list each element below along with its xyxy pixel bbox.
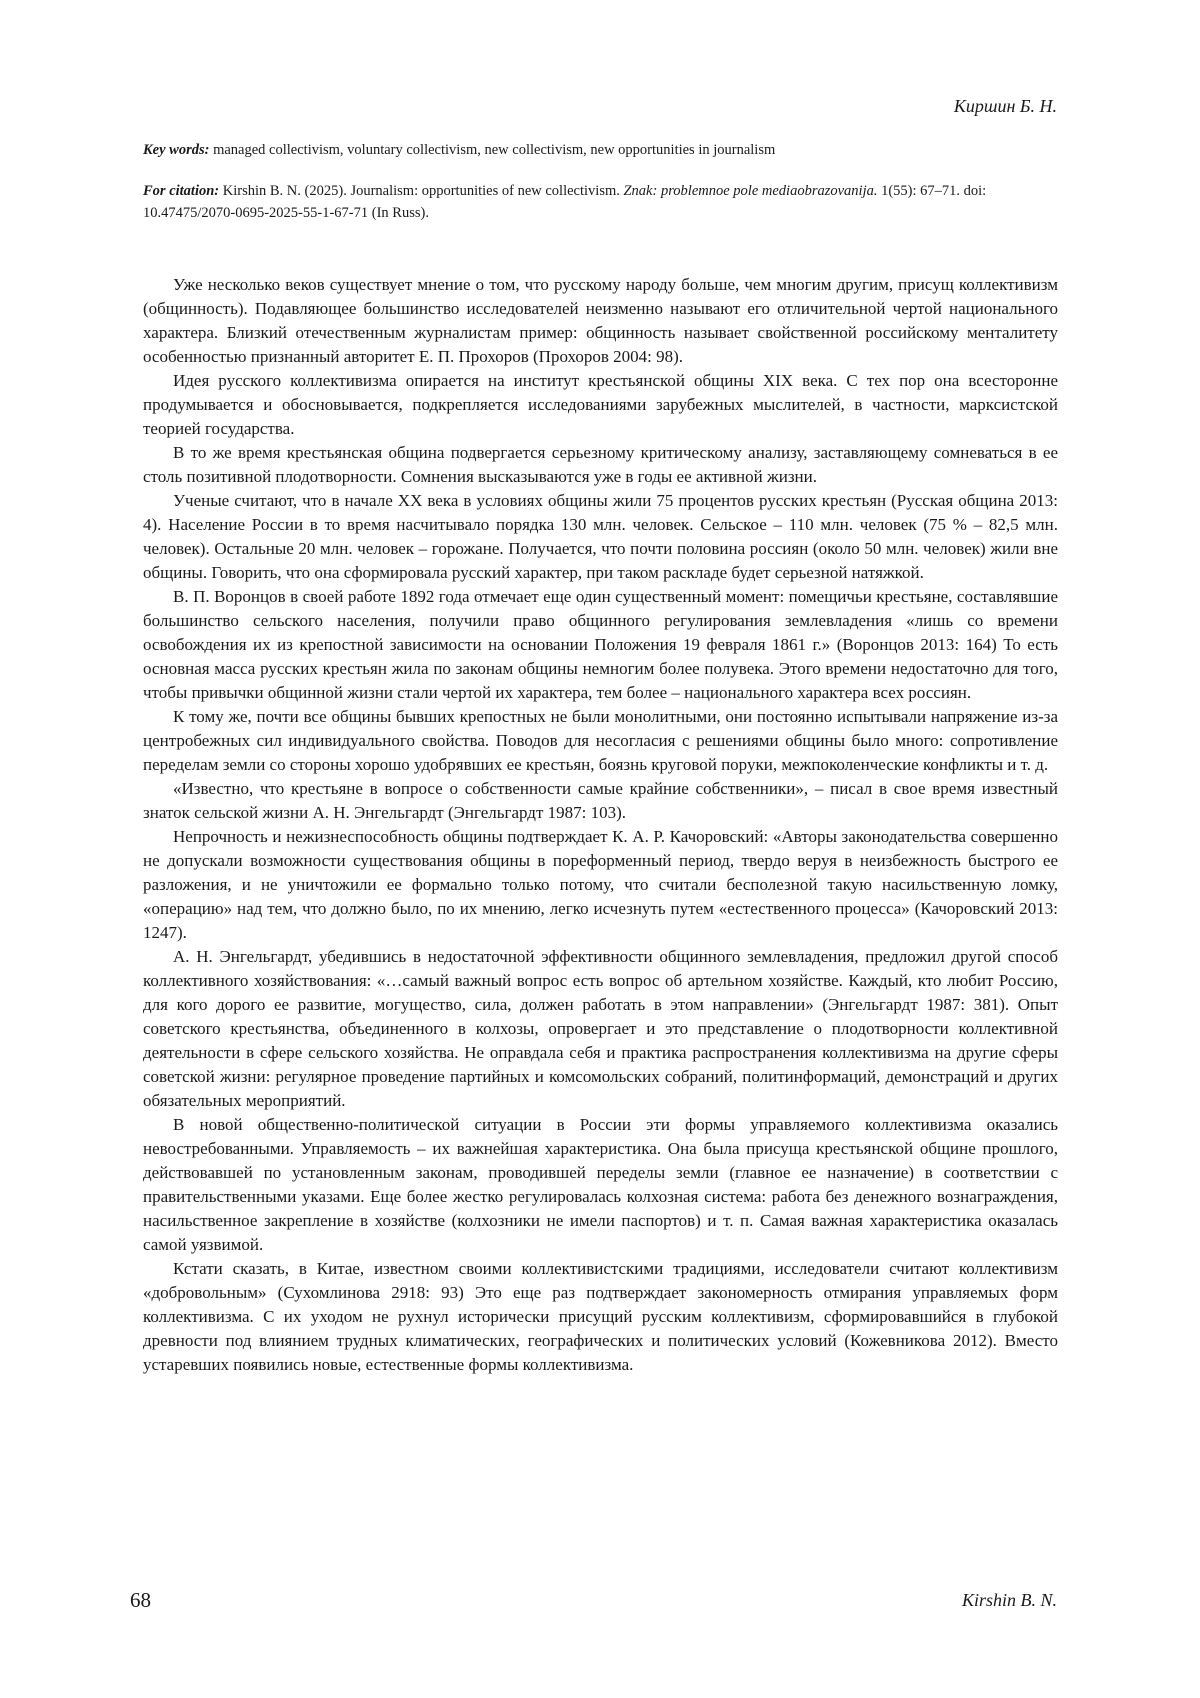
- citation-lead: Kirshin B. N. (2025). Journalism: opportunities of new collectivism.: [222, 183, 620, 199]
- body-paragraph: В то же время крестьянская община подвергается серьезному критическому анализу, заставляющему сомневаться в ее столь позитивной плодотворности. Сомнения высказываются уже в годы ее активной жизни.: [143, 443, 1058, 486]
- body-paragraph: Кстати сказать, в Китае, известном своими коллективистскими традициями, исследователи считают коллективизм «добровольным» (Сухомлинова 2918: 93) Это еще раз подтверждает закономерность отмирания управляемых форм коллективизма. С их уходом не рухнул исторически присущий русским коллективизм, сформировавшийся в глубокой древности под влиянием трудных климатических, географических и политических условий (Кожевникова 2012). Вместо устаревших появились новые, естественные формы коллективизма.: [143, 1259, 1058, 1374]
- citation-block: [143, 180, 1058, 224]
- body-paragraph: Непрочность и нежизнеспособность общины подтверждает К. А. Р. Качоровский: «Авторы законодательства совершенно не допускали возможности существования общины в пореформенный период, твердо веруя в неизбежность быстрого ее разложения, и не уничтожили ее формально только потому, что считали бесполезной такую насильственную ломку, «операцию» над тем, что должно было, по их мнению, легко исчезнуть путем «естественного процесса» (Качоровский 2013: 1247).: [143, 827, 1058, 942]
- body-paragraph: В новой общественно-политической ситуации в России эти формы управляемого коллективизма оказались невостребованными. Управляемость – их важнейшая характеристика. Она была присуща крестьянской общине прошлого, действовавшей по установленным законам, проводившей переделы земли (главное ее назначение) в соответствии с правительственными указами. Еще более жестко регулировалась колхозная система: работа без денежного вознаграждения, насильственное закрепление в хозяйстве (колхозники не имели паспортов) и т. п. Самая важная характеристика оказалась самой уязвимой.: [143, 1115, 1058, 1254]
- page-number: 68: [130, 1588, 151, 1612]
- keywords-label: Key words:: [143, 142, 210, 158]
- body-paragraph: А. Н. Энгельгардт, убедившись в недостаточной эффективности общинного землевладения, предложил другой способ коллективного хозяйствования: «…самый важный вопрос есть вопрос об артельном хозяйстве. Каждый, кто любит Россию, для кого дорого ее развитие, могущество, сила, должен работать в этом направлении» (Энгельгардт 1987: 381). Опыт советского крестьянства, объединенного в колхозы, опровергает и это представление о плодотворности коллективной деятельности в сфере сельского хозяйства. Не оправдала себя и практика распространения коллективизма на другие сферы советской жизни: регулярное проведение партийных и комсомольских собраний, политинформаций, демонстраций и других обязательных мероприятий.: [143, 947, 1058, 1110]
- citation-journal: Znak: problemnoe pole mediaobrazovanija.: [623, 183, 878, 199]
- body-paragraph: Ученые считают, что в начале XX века в условиях общины жили 75 процентов русских крестьян (Русская община 2013: 4). Население России в то время насчитывало порядка 130 млн. человек. Сельское – 110 млн. человек (75 % – 82,5 млн. человек). Остальные 20 млн. человек – горожане. Получается, что почти половина россиян (около 50 млн. человек) жили вне общины. Говорить, что она сформировала русский характер, при таком раскладе будет серьезной натяжкой.: [143, 491, 1058, 582]
- body-paragraph: Уже несколько веков существует мнение о том, что русскому народу больше, чем многим другим, присущ коллективизм (общинность). Подавляющее большинство исследователей неизменно называют его отличительной чертой национального характера. Близкий отечественным журналистам пример: общинность называет свойственной российскому менталитету особенностью признанный авторитет Е. П. Прохоров (Прохоров 2004: 98).: [143, 275, 1058, 366]
- article-body: [143, 273, 1058, 1377]
- keywords-text: managed collectivism, voluntary collectivism, new collectivism, new opportunities in journalism: [213, 142, 776, 158]
- body-paragraph: К тому же, почти все общины бывших крепостных не были монолитными, они постоянно испытывали напряжение из-за центробежных сил индивидуального свойства. Поводов для несогласия с решениями общины было много: сопротивление переделам земли со стороны хорошо удобрявших ее крестьян, боязнь круговой поруки, межпоколенческие конфликты и т. д.: [143, 707, 1058, 774]
- footer-author: Kirshin B. N.: [961, 1590, 1057, 1610]
- citation-tail: 1(55): 67–71. doi: 10.47475/2070-0695-2025-55-1-67-71 (In Russ).: [143, 183, 987, 221]
- body-paragraph: «Известно, что крестьяне в вопросе о собственности самые крайние собственники», – писал в свое время известный знаток сельской жизни А. Н. Энгельгардт (Энгельгардт 1987: 103).: [143, 779, 1058, 822]
- body-paragraph: В. П. Воронцов в своей работе 1892 года отмечает еще один существенный момент: помещичьи крестьяне, составлявшие большинство сельского населения, получили право общинного регулирования землевладения «лишь со времени освобождения их из крепостной зависимости на основании Положения 19 февраля 1861 г.» (Воронцов 2013: 164) То есть основная масса русских крестьян жила по законам общины немногим более полувека. Этого времени недостаточно для того, чтобы привычки общинной жизни стали чертой их характера, тем более – национального характера всех россиян.: [143, 587, 1058, 702]
- running-head-author: Киршин Б. Н.: [953, 96, 1057, 116]
- citation-label: For citation:: [143, 183, 220, 199]
- keywords-block: [143, 139, 1058, 161]
- body-paragraph: Идея русского коллективизма опирается на институт крестьянской общины XIX века. С тех пор она всесторонне продумывается и обосновывается, подкрепляется исследованиями зарубежных мыслителей, в частности, марксистской теорией государства.: [143, 371, 1058, 438]
